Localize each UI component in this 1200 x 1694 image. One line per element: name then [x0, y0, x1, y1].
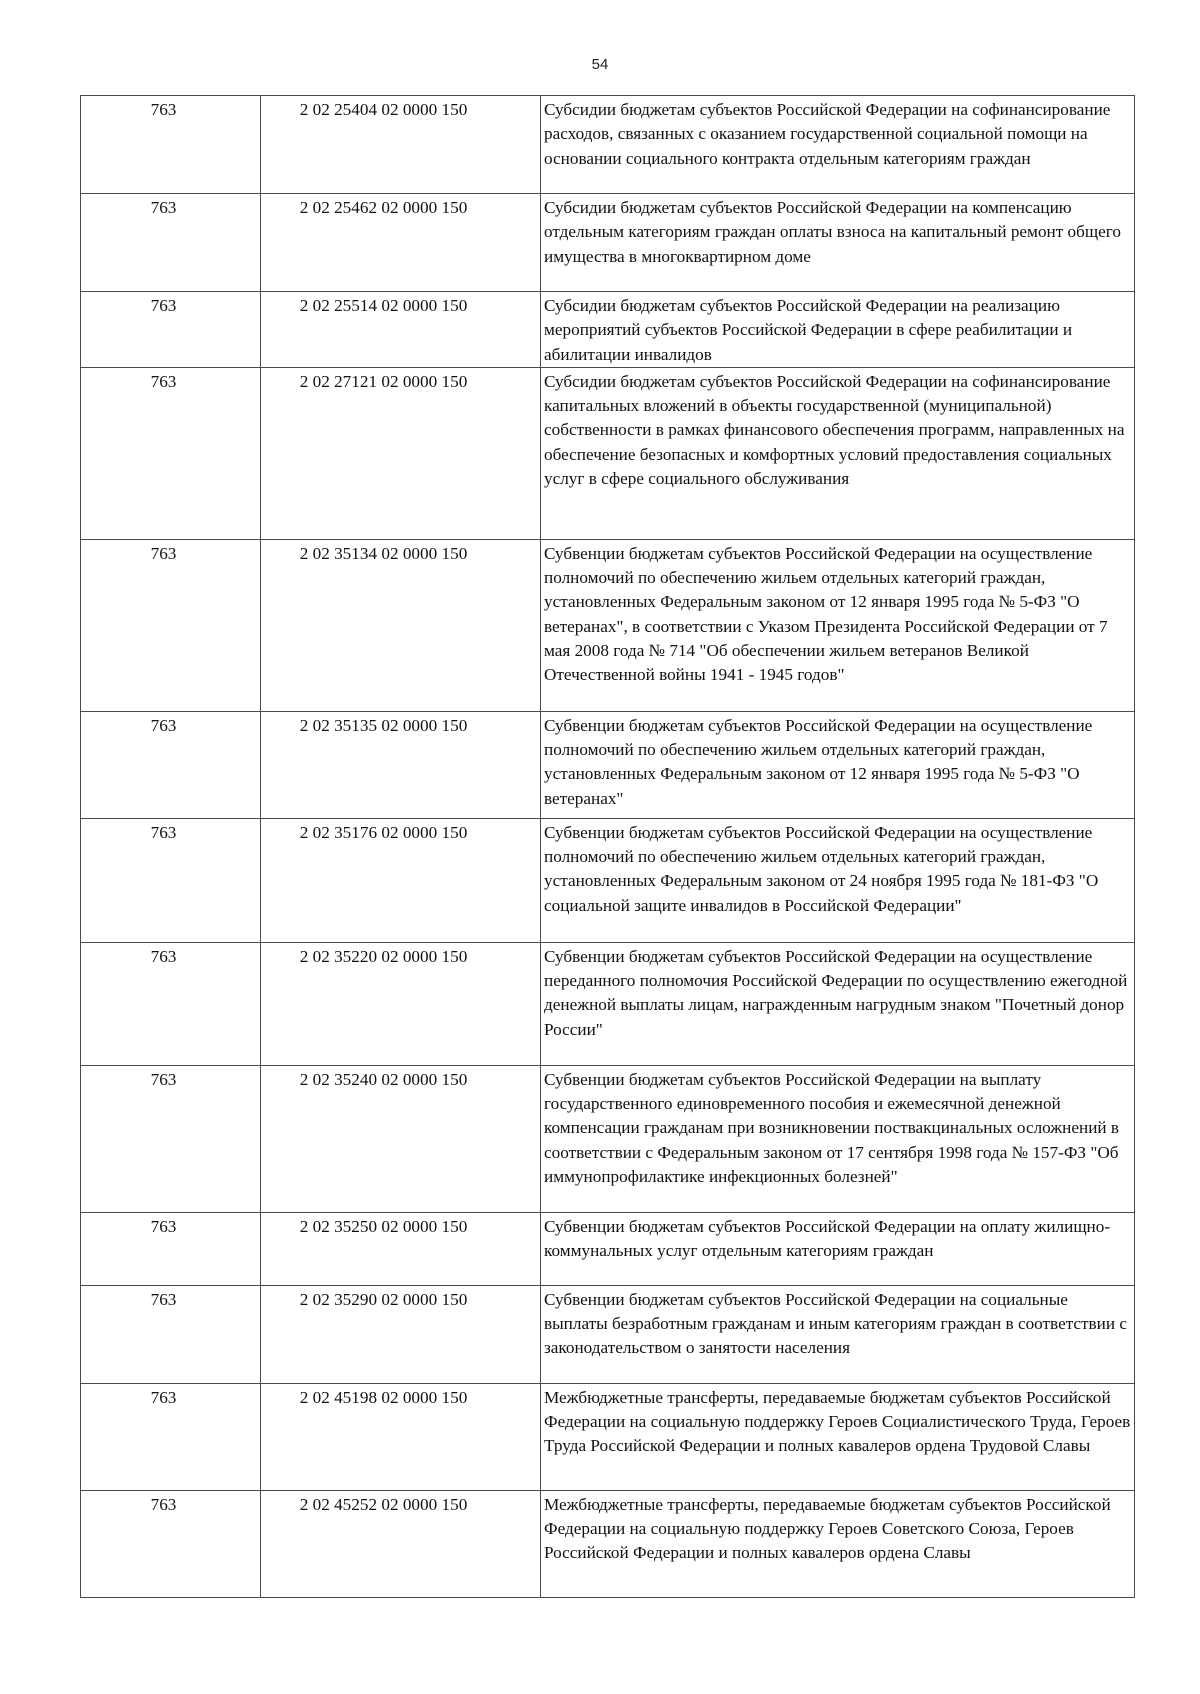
- revenue-code-cell: 2 02 35134 02 0000 150: [261, 539, 541, 711]
- revenue-name-cell: Субвенции бюджетам субъектов Российской Федерации на осуществление полномочий по обеспечению жильем отдельных категорий граждан, установленных Федеральным законом от 24 ноября 1995 года № 181-ФЗ "О социальной защите инвалидов в Российской Федерации": [541, 818, 1135, 942]
- table-body: [81, 96, 1135, 1598]
- revenue-code-cell: 2 02 35250 02 0000 150: [261, 1212, 541, 1285]
- revenue-code-cell: 2 02 35176 02 0000 150: [261, 818, 541, 942]
- table-row: [81, 539, 1135, 711]
- table-row: [81, 711, 1135, 818]
- revenue-name-cell: Субвенции бюджетам субъектов Российской Федерации на социальные выплаты безработным гражданам и иным категориям граждан в соответствии с законодательством о занятости населения: [541, 1285, 1135, 1383]
- budget-codes-table: [80, 95, 1135, 1598]
- revenue-name-cell: Субвенции бюджетам субъектов Российской Федерации на осуществление полномочий по обеспечению жильем отдельных категорий граждан, установленных Федеральным законом от 12 января 1995 года № 5-ФЗ "О ветеранах": [541, 711, 1135, 818]
- admin-code-cell: 763: [81, 711, 261, 818]
- revenue-code-cell: 2 02 27121 02 0000 150: [261, 367, 541, 539]
- table-row: [81, 1212, 1135, 1285]
- admin-code-cell: 763: [81, 942, 261, 1065]
- revenue-code-cell: 2 02 35220 02 0000 150: [261, 942, 541, 1065]
- revenue-name-cell: Субсидии бюджетам субъектов Российской Федерации на компенсацию отдельным категориям граждан оплаты взноса на капитальный ремонт общего имущества в многоквартирном доме: [541, 194, 1135, 292]
- table-row: [81, 1383, 1135, 1490]
- revenue-name-cell: Субвенции бюджетам субъектов Российской Федерации на осуществление переданного полномочия Российской Федерации по осуществлению ежегодной денежной выплаты лицам, награжденным нагрудным знаком "Почетный донор России": [541, 942, 1135, 1065]
- page-number: 54: [591, 56, 609, 73]
- admin-code-cell: 763: [81, 194, 261, 292]
- admin-code-cell: 763: [81, 1490, 261, 1597]
- table-row: [81, 194, 1135, 292]
- admin-code-cell: 763: [81, 292, 261, 368]
- admin-code-cell: 763: [81, 1285, 261, 1383]
- revenue-name-cell: Субвенции бюджетам субъектов Российской Федерации на выплату государственного единовременного пособия и ежемесячной денежной компенсации гражданам при возникновении поствакцинальных осложнений в соответствии с Федеральным законом от 17 сентября 1998 года № 157-ФЗ "Об иммунопрофилактике инфекционных болезней": [541, 1065, 1135, 1212]
- revenue-name-cell: Субвенции бюджетам субъектов Российской Федерации на осуществление полномочий по обеспечению жильем отдельных категорий граждан, установленных Федеральным законом от 12 января 1995 года № 5-ФЗ "О ветеранах", в соответствии с Указом Президента Российской Федерации от 7 мая 2008 года № 714 "Об обеспечении жильем ветеранов Великой Отечественной войны 1941 - 1945 годов": [541, 539, 1135, 711]
- revenue-code-cell: 2 02 25514 02 0000 150: [261, 292, 541, 368]
- table-row: [81, 96, 1135, 194]
- admin-code-cell: 763: [81, 1065, 261, 1212]
- table-row: [81, 818, 1135, 942]
- admin-code-cell: 763: [81, 367, 261, 539]
- revenue-code-cell: 2 02 45198 02 0000 150: [261, 1383, 541, 1490]
- revenue-code-cell: 2 02 35240 02 0000 150: [261, 1065, 541, 1212]
- admin-code-cell: 763: [81, 539, 261, 711]
- revenue-code-cell: 2 02 35135 02 0000 150: [261, 711, 541, 818]
- revenue-code-cell: 2 02 45252 02 0000 150: [261, 1490, 541, 1597]
- table-row: [81, 942, 1135, 1065]
- revenue-name-cell: Межбюджетные трансферты, передаваемые бюджетам субъектов Российской Федерации на социальную поддержку Героев Советского Союза, Героев Российской Федерации и полных кавалеров ордена Славы: [541, 1490, 1135, 1597]
- revenue-code-cell: 2 02 25462 02 0000 150: [261, 194, 541, 292]
- revenue-name-cell: Субсидии бюджетам субъектов Российской Федерации на реализацию мероприятий субъектов Российской Федерации в сфере реабилитации и абилитации инвалидов: [541, 292, 1135, 368]
- table-row: [81, 1490, 1135, 1597]
- admin-code-cell: 763: [81, 1212, 261, 1285]
- table-row: [81, 1285, 1135, 1383]
- admin-code-cell: 763: [81, 96, 261, 194]
- revenue-code-cell: 2 02 35290 02 0000 150: [261, 1285, 541, 1383]
- revenue-name-cell: Межбюджетные трансферты, передаваемые бюджетам субъектов Российской Федерации на социальную поддержку Героев Социалистического Труда, Героев Труда Российской Федерации и полных кавалеров ордена Трудовой Славы: [541, 1383, 1135, 1490]
- admin-code-cell: 763: [81, 1383, 261, 1490]
- admin-code-cell: 763: [81, 818, 261, 942]
- revenue-name-cell: Субсидии бюджетам субъектов Российской Федерации на софинансирование капитальных вложений в объекты государственной (муниципальной) собственности в рамках финансового обеспечения программ, направленных на обеспечение безопасных и комфортных условий предоставления социальных услуг в сфере социального обслуживания: [541, 367, 1135, 539]
- revenue-name-cell: Субсидии бюджетам субъектов Российской Федерации на софинансирование расходов, связанных с оказанием государственной социальной помощи на основании социального контракта отдельным категориям граждан: [541, 96, 1135, 194]
- revenue-code-cell: 2 02 25404 02 0000 150: [261, 96, 541, 194]
- table-row: [81, 1065, 1135, 1212]
- revenue-name-cell: Субвенции бюджетам субъектов Российской Федерации на оплату жилищно-коммунальных услуг отдельным категориям граждан: [541, 1212, 1135, 1285]
- table-row: [81, 367, 1135, 539]
- table-row: [81, 292, 1135, 368]
